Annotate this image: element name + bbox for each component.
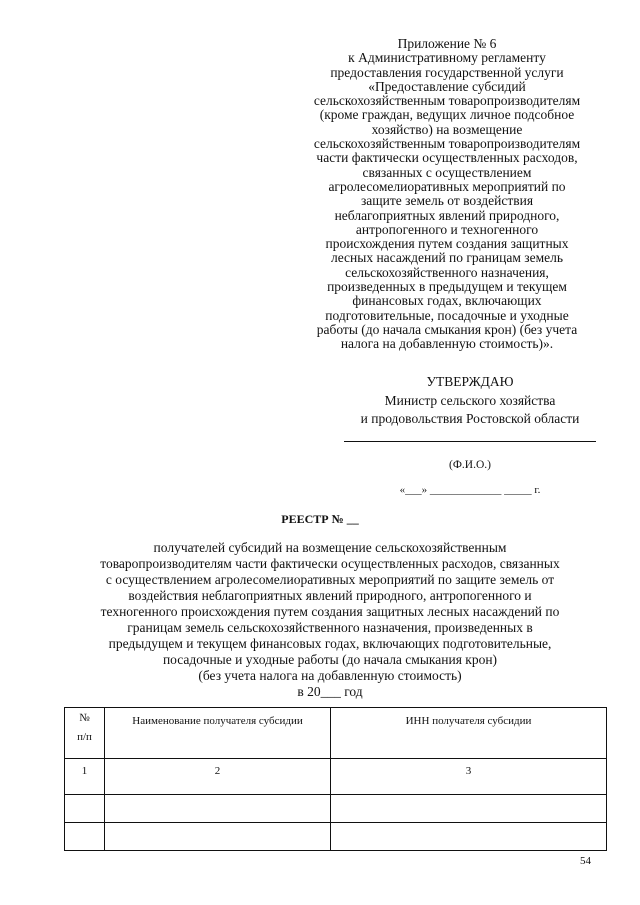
appendix-line: сельскохозяйственного назначения, [345, 264, 549, 280]
appendix-line: части фактически осуществленных расходов, [316, 150, 578, 166]
appendix-header [282, 37, 612, 352]
description-line: получателей субсидий на возмещение сельскохозяйственным [153, 540, 507, 555]
signature-line [344, 441, 596, 442]
description-line: (без учета налога на добавленную стоимость) [198, 668, 462, 683]
header-number [65, 708, 105, 759]
appendix-line: (кроме граждан, ведущих личное подсобное [319, 107, 575, 123]
registry-table [64, 707, 607, 851]
appendix-line: сельскохозяйственным товаропроизводителям [313, 136, 581, 152]
appendix-line: хозяйство) на возмещение [371, 121, 523, 137]
header-recipient-name: Наименование получателя субсидии [105, 708, 331, 759]
table-cell[interactable] [65, 795, 105, 823]
description-line: границам земель сельскохозяйственного назначения, произведенных в [127, 620, 533, 635]
appendix-line: произведенных в предыдущем и текущем [327, 279, 567, 295]
table-row [65, 795, 607, 823]
approval-block [330, 373, 610, 429]
description-line: в 20___ год [297, 684, 363, 699]
appendix-line: налога на добавленную стоимость)». [340, 336, 554, 352]
description-line: воздействия неблагоприятных явлений природного, антропогенного и [128, 588, 532, 603]
appendix-line: сельскохозяйственным товаропроизводителям [313, 93, 581, 109]
table-cell[interactable] [331, 823, 607, 851]
table-row [65, 823, 607, 851]
header-number-label: № п/п [77, 712, 92, 743]
description-line: техногенного происхождения путем создания защитных лесных насаждений по [100, 604, 560, 619]
table-cell[interactable] [105, 795, 331, 823]
page-number: 54 [580, 855, 591, 867]
appendix-line: к Административному регламенту [348, 50, 546, 66]
date-line: «___» _____________ _____ г. [399, 484, 541, 496]
table-cell[interactable] [105, 823, 331, 851]
appendix-line: лесных насаждений по границам земель [330, 250, 564, 266]
appendix-line: финансовых годах, включающих [352, 293, 542, 309]
approval-position-line: и продовольствия Ростовской области [360, 411, 580, 426]
table-cell: 1 [65, 759, 105, 795]
appendix-line: антропогенного и техногенного [355, 221, 539, 237]
reestr-description [40, 540, 620, 700]
description-line: посадочные и уходные работы (до начала смыкания крон) [162, 652, 498, 667]
appendix-line: агролесомелиоративных мероприятий по [328, 178, 566, 194]
reestr-title: РЕЕСТР № __ [281, 512, 359, 526]
appendix-line: предоставления государственной услуги [330, 64, 564, 80]
table-header-row [65, 708, 607, 759]
table-cell: 3 [331, 759, 607, 795]
appendix-line: происхождения путем создания защитных [325, 236, 569, 252]
appendix-line: Приложение № 6 [397, 36, 497, 51]
header-inn: ИНН получателя субсидии [331, 708, 607, 759]
appendix-line: неблагоприятных явлений природного, [334, 207, 560, 223]
appendix-line: защите земель от воздействия [360, 193, 534, 209]
fio-label: (Ф.И.О.) [449, 459, 491, 471]
description-line: с осуществлением агролесомелиоративных мероприятий по защите земель от [105, 572, 555, 587]
table-cell[interactable] [331, 795, 607, 823]
table-cell[interactable] [65, 823, 105, 851]
description-line: товаропроизводителям части фактически осуществленных расходов, связанных [100, 556, 560, 571]
appendix-line: «Предоставление субсидий [368, 78, 526, 94]
description-line: предыдущем и текущем финансовых годах, включающих подготовительные, [108, 636, 552, 651]
table-numbering-row [65, 759, 607, 795]
appendix-line: связанных с осуществлением [362, 164, 532, 180]
appendix-line: подготовительные, посадочные и уходные [325, 307, 569, 323]
approval-stamp: УТВЕРЖДАЮ [426, 374, 514, 389]
table-cell: 2 [105, 759, 331, 795]
appendix-line: работы (до начала смыкания крон) (без учета [316, 321, 578, 337]
approval-position-line: Министр сельского хозяйства [384, 392, 556, 408]
